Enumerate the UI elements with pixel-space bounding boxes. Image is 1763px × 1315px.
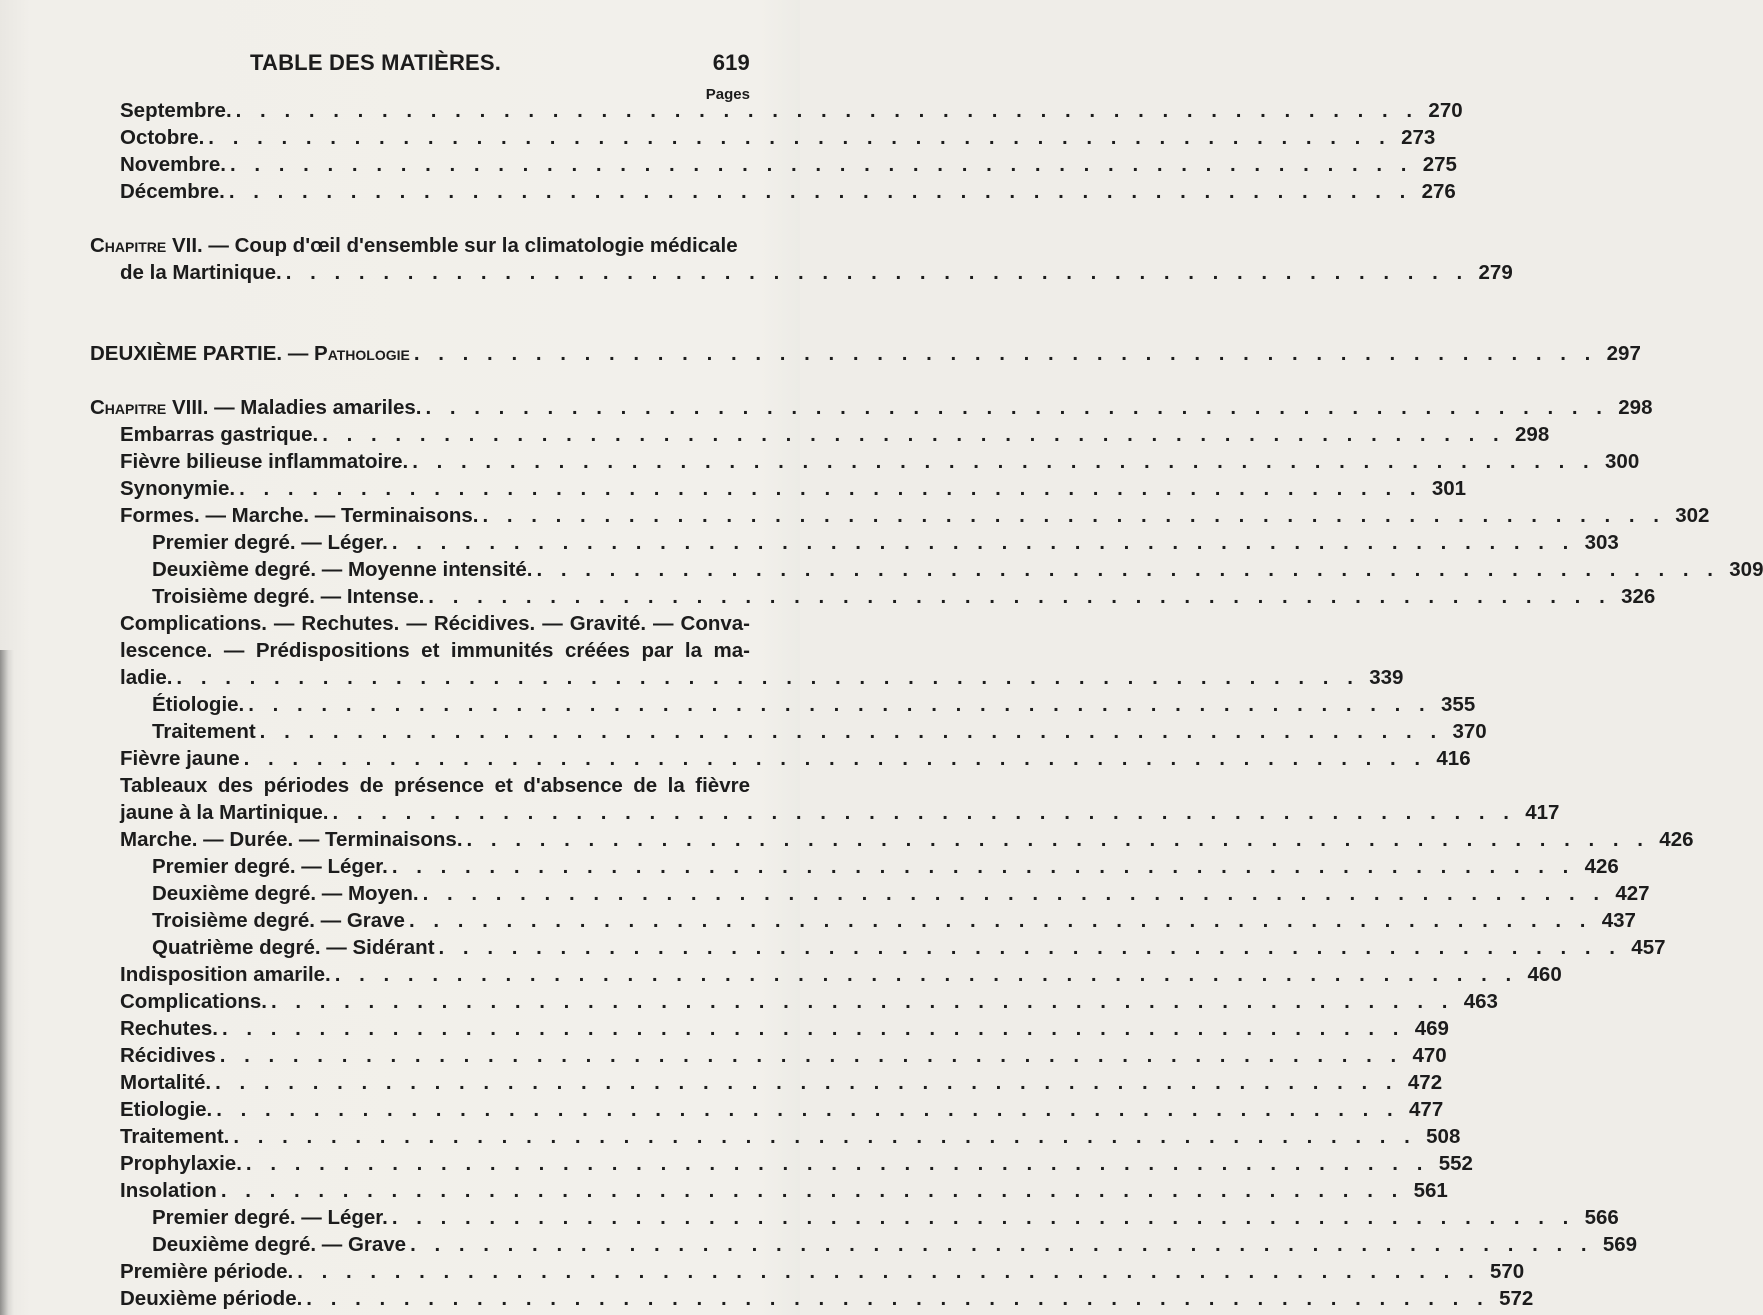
toc-entry xyxy=(120,746,1471,772)
pages-column-label: Pages xyxy=(705,86,750,103)
toc-subentry xyxy=(152,584,1656,610)
dot-leader: . . . . . . . . . . . . . . . . . . . . . . . . . . . . . . . . . . . . . . . . . . . . . . . . . xyxy=(410,1233,1594,1256)
toc-entry-page: 303 xyxy=(1584,531,1619,554)
toc-entry xyxy=(120,827,1694,853)
toc-entry-page: 302 xyxy=(1675,504,1710,527)
toc-entry-label: Synonymie. xyxy=(120,477,236,500)
toc-entry xyxy=(120,260,1513,286)
dot-leader: . . . . . . . . . . . . . . . . . . . . . . . . . . . . . . . . . . . . . . . . . . . . . . . . . xyxy=(412,450,1596,473)
toc-entry-page: 552 xyxy=(1438,1152,1473,1175)
dot-leader: . . . . . . . . . . . . . . . . . . . . . . . . . . . . . . . . . . . . . . . . . . . . . . . . . xyxy=(239,477,1423,500)
toc-entry-label: Récidives xyxy=(120,1044,216,1067)
dot-leader: . . . . . . . . . . . . . . . . . . . . . . . . . . . . . . . . . . . . . . . . . . . . . . . . . xyxy=(466,828,1650,851)
chapter-title: VII. — Coup d'œil d'ensemble sur la climatologie médicale xyxy=(166,234,738,257)
running-header xyxy=(250,50,750,80)
part-title-main: DEUXIÈME PARTIE. — xyxy=(90,342,315,365)
dot-leader: . . . . . . . . . . . . . . . . . . . . . . . . . . . . . . . . . . . . . . . . . . . . . . . . . xyxy=(235,99,1419,122)
dot-leader: . . . . . . . . . . . . . . . . . . . . . . . . . . . . . . . . . . . . . . . . . . . . . . . . . xyxy=(259,720,1443,743)
dot-leader: . . . . . . . . . . . . . . . . . . . . . . . . . . . . . . . . . . . . . . . . . . . . . . . . . xyxy=(216,1098,1400,1121)
dot-leader: . . . . . . . . . . . . . . . . . . . . . . . . . . . . . . . . . . . . . . . . . . . . . . . . . xyxy=(176,666,1360,689)
toc-entry-label: Décembre. xyxy=(120,180,225,203)
toc-entry-page: 569 xyxy=(1602,1233,1638,1256)
toc-entry xyxy=(120,179,1456,205)
toc-entry-label: Novembre. xyxy=(120,153,226,176)
toc-entry-line: lescence. — Prédispositions et immunités créées par la ma- xyxy=(120,639,750,662)
toc-entry-label: Traitement. xyxy=(120,1125,230,1148)
part-title xyxy=(90,341,410,367)
toc-entry-label: Octobre. xyxy=(120,126,205,149)
spine-shadow xyxy=(0,650,14,1315)
toc-entry-label: Rechutes. xyxy=(120,1017,218,1040)
toc-entry-page: 470 xyxy=(1412,1044,1447,1067)
toc-entry-page: 326 xyxy=(1621,585,1656,608)
toc-entry-label: Deuxième degré. — Moyenne intensité. xyxy=(152,558,533,581)
toc-entry xyxy=(120,1286,1534,1312)
toc-entry xyxy=(120,1043,1447,1069)
toc-entry-label: Marche. — Durée. — Terminaisons. xyxy=(120,828,463,851)
dot-leader: . . . . . . . . . . . . . . . . . . . . . . . . . . . . . . . . . . . . . . . . . . . . . . . . . xyxy=(428,585,1612,608)
toc-subentry xyxy=(152,908,1636,934)
dot-leader: . . . . . . . . . . . . . . . . . . . . . . . . . . . . . . . . . . . . . . . . . . . . . . . . . xyxy=(229,153,1413,176)
dot-leader: . . . . . . . . . . . . . . . . . . . . . . . . . . . . . . . . . . . . . . . . . . . . . . . . . xyxy=(208,126,1392,149)
toc-entry-page: 508 xyxy=(1426,1125,1461,1148)
toc-entry xyxy=(120,476,1467,502)
toc-entry-page: 463 xyxy=(1463,990,1498,1013)
dot-leader: . . . . . . . . . . . . . . . . . . . . . . . . . . . . . . . . . . . . . . . . . . . . . . . . . xyxy=(334,963,1518,986)
dot-leader: . . . . . . . . . . . . . . . . . . . . . . . . . . . . . . . . . . . . . . . . . . . . . . . . . xyxy=(233,1125,1417,1148)
toc-entry-label: Mortalité. xyxy=(120,1071,212,1094)
toc-entry xyxy=(120,1259,1525,1285)
toc-entry-page: 457 xyxy=(1631,936,1666,959)
toc-entry-page: 276 xyxy=(1421,180,1456,203)
toc-entry-label: Deuxième degré. — Grave xyxy=(152,1233,407,1256)
toc-entry xyxy=(120,125,1436,151)
dot-leader: . . . . . . . . . . . . . . . . . . . . . . . . . . . . . . . . . . . . . . . . . . . . . . . . . xyxy=(245,1152,1429,1175)
toc-entry xyxy=(120,503,1710,529)
toc-subentry xyxy=(152,719,1487,745)
dot-leader: . . . . . . . . . . . . . . . . . . . . . . . . . . . . . . . . . . . . . . . . . . . . . . . . . xyxy=(482,504,1666,527)
chapter-word: Chapitre xyxy=(90,396,167,419)
toc-entry-page: 426 xyxy=(1659,828,1694,851)
toc-entry-page: 273 xyxy=(1401,126,1436,149)
toc-subentry xyxy=(152,854,1619,880)
dot-leader: . . . . . . . . . . . . . . . . . . . . . . . . . . . . . . . . . . . . . . . . . . . . . . . . . xyxy=(248,693,1432,716)
toc-entry-page: 339 xyxy=(1369,666,1404,689)
dot-leader: . . . . . . . . . . . . . . . . . . . . . . . . . . . . . . . . . . . . . . . . . . . . . . . . . xyxy=(391,855,1575,878)
toc-entry xyxy=(120,962,1562,988)
toc-entry-page: 460 xyxy=(1527,963,1562,986)
toc-entry-label: jaune à la Martinique. xyxy=(120,801,329,824)
toc-entry-page: 279 xyxy=(1478,261,1513,284)
toc-subentry xyxy=(152,1205,1619,1231)
toc-entry xyxy=(120,1178,1448,1204)
dot-leader: . . . . . . . . . . . . . . . . . . . . . . . . . . . . . . . . . . . . . . . . . . . . . . . . . xyxy=(221,1017,1405,1040)
dot-leader: . . . . . . . . . . . . . . . . . . . . . . . . . . . . . . . . . . . . . . . . . . . . . . . . . xyxy=(391,1206,1575,1229)
chapter-heading xyxy=(90,395,1653,421)
dot-leader: . . . . . . . . . . . . . . . . . . . . . . . . . . . . . . . . . . . . . . . . . . . . . . . . . xyxy=(322,423,1506,446)
toc-entry-label: Septembre. xyxy=(120,99,232,122)
page-number: 619 xyxy=(712,50,750,75)
toc-entry-label: Formes. — Marche. — Terminaisons. xyxy=(120,504,479,527)
toc-entry-page: 427 xyxy=(1615,882,1650,905)
dot-leader: . . . . . . . . . . . . . . . . . . . . . . . . . . . . . . . . . . . . . . . . . . . . . . . . . xyxy=(391,531,1575,554)
toc-entry-page: 270 xyxy=(1428,99,1463,122)
toc-entry-page: 300 xyxy=(1605,450,1640,473)
toc-entry-page: 297 xyxy=(1606,342,1641,365)
toc-subentry xyxy=(152,530,1619,556)
toc-entry-label: Première période. xyxy=(120,1260,294,1283)
chapter-title-text: VIII. — Maladies amariles. xyxy=(166,396,422,419)
dot-leader: . . . . . . . . . . . . . . . . . . . . . . . . . . . . . . . . . . . . . . . . . . . . . . . . . xyxy=(413,342,1597,365)
dot-leader: . . . . . . . . . . . . . . . . . . . . . . . . . . . . . . . . . . . . . . . . . . . . . . . . . xyxy=(285,261,1469,284)
toc-entry-label: Traitement xyxy=(152,720,256,743)
toc-entry xyxy=(120,98,1463,124)
toc-entry xyxy=(120,1124,1461,1150)
toc-entry-label: Quatrième degré. — Sidérant xyxy=(152,936,435,959)
toc-entry-label: Fièvre jaune xyxy=(120,747,240,770)
toc-entry xyxy=(120,1151,1473,1177)
toc-entry-page: 298 xyxy=(1618,396,1653,419)
toc-entry-label: ladie. xyxy=(120,666,173,689)
chapter-title xyxy=(90,395,422,421)
dot-leader: . . . . . . . . . . . . . . . . . . . . . . . . . . . . . . . . . . . . . . . . . . . . . . . . . xyxy=(270,990,1454,1013)
toc-entry-line: Tableaux des périodes de présence et d'absence de la fièvre xyxy=(120,774,750,797)
toc-entry-label: Troisième degré. — Intense. xyxy=(152,585,425,608)
toc-entry-label: Complications. xyxy=(120,990,267,1013)
toc-entry-label: Etiologie. xyxy=(120,1098,213,1121)
toc-entry xyxy=(120,422,1550,448)
toc-entry-label: Deuxième degré. — Moyen. xyxy=(152,882,419,905)
toc-entry-label: Embarras gastrique. xyxy=(120,423,319,446)
toc-entry xyxy=(120,665,1404,691)
dot-leader: . . . . . . . . . . . . . . . . . . . . . . . . . . . . . . . . . . . . . . . . . . . . . . . . . xyxy=(228,180,1412,203)
toc-entry-label: Premier degré. — Léger. xyxy=(152,1206,388,1229)
toc-entry-label: Insolation xyxy=(120,1179,217,1202)
chapter-heading xyxy=(90,233,750,259)
toc-entry xyxy=(120,1016,1449,1042)
toc-entry-page: 437 xyxy=(1601,909,1636,932)
dot-leader: . . . . . . . . . . . . . . . . . . . . . . . . . . . . . . . . . . . . . . . . . . . . . . . . . xyxy=(306,1287,1490,1310)
toc-entry-label: Premier degré. — Léger. xyxy=(152,855,388,878)
dot-leader: . . . . . . . . . . . . . . . . . . . . . . . . . . . . . . . . . . . . . . . . . . . . . . . . . xyxy=(297,1260,1481,1283)
dot-leader: . . . . . . . . . . . . . . . . . . . . . . . . . . . . . . . . . . . . . . . . . . . . . . . . . xyxy=(408,909,1592,932)
toc-entry-label: Fièvre bilieuse inflammatoire. xyxy=(120,450,409,473)
dot-leader: . . . . . . . . . . . . . . . . . . . . . . . . . . . . . . . . . . . . . . . . . . . . . . . . . xyxy=(215,1071,1399,1094)
dot-leader: . . . . . . . . . . . . . . . . . . . . . . . . . . . . . . . . . . . . . . . . . . . . . . . . . xyxy=(332,801,1516,824)
toc-entry xyxy=(120,1097,1444,1123)
toc-entry-page: 472 xyxy=(1407,1071,1443,1094)
toc-entry-page: 566 xyxy=(1584,1206,1619,1229)
toc-entry-label: de la Martinique. xyxy=(120,261,282,284)
dot-leader: . . . . . . . . . . . . . . . . . . . . . . . . . . . . . . . . . . . . . . . . . . . . . . . . . xyxy=(422,882,1606,905)
toc-entry-page: 301 xyxy=(1431,477,1467,500)
toc-entry-page: 275 xyxy=(1422,153,1457,176)
toc-entry-page: 469 xyxy=(1414,1017,1449,1040)
toc-entry-page: 416 xyxy=(1436,747,1471,770)
toc-entry xyxy=(120,989,1498,1015)
toc-entry-label: Premier degré. — Léger. xyxy=(152,531,388,554)
toc-entry xyxy=(120,800,1560,826)
toc-entry-label: Indisposition amarile. xyxy=(120,963,331,986)
toc-subentry xyxy=(152,881,1650,907)
toc-subentry xyxy=(152,935,1666,961)
toc-entry xyxy=(120,1070,1443,1096)
dot-leader: . . . . . . . . . . . . . . . . . . . . . . . . . . . . . . . . . . . . . . . . . . . . . . . . . xyxy=(243,747,1427,770)
toc-entry-page: 370 xyxy=(1452,720,1487,743)
toc-entry xyxy=(120,152,1457,178)
toc-entry-page: 417 xyxy=(1525,801,1560,824)
toc-subentry xyxy=(152,1232,1638,1258)
toc-entry-label: Étiologie. xyxy=(152,693,245,716)
toc-entry-page: 309 xyxy=(1729,558,1763,581)
toc-entry-page: 426 xyxy=(1584,855,1619,878)
part-title-subject: Pathologie xyxy=(314,342,410,365)
toc-entry-line: Complications. — Rechutes. — Récidives. — Gravité. — Conva- xyxy=(120,612,750,635)
toc-entry-page: 477 xyxy=(1409,1098,1444,1121)
dot-leader: . . . . . . . . . . . . . . . . . . . . . . . . . . . . . . . . . . . . . . . . . . . . . . . . . xyxy=(219,1044,1403,1067)
running-title: TABLE DES MATIÈRES. xyxy=(250,50,502,75)
toc-entry-page: 570 xyxy=(1489,1260,1525,1283)
toc-entry-label: Deuxième période. xyxy=(120,1287,303,1310)
toc-entry-page: 298 xyxy=(1515,423,1550,446)
toc-entry-page: 561 xyxy=(1413,1179,1448,1202)
part-heading xyxy=(90,341,1641,367)
dot-leader: . . . . . . . . . . . . . . . . . . . . . . . . . . . . . . . . . . . . . . . . . . . . . . . . . xyxy=(438,936,1622,959)
chapter-word: Chapitre xyxy=(90,234,167,257)
toc-entry-label: Troisième degré. — Grave xyxy=(152,909,405,932)
toc-subentry xyxy=(152,692,1476,718)
dot-leader: . . . . . . . . . . . . . . . . . . . . . . . . . . . . . . . . . . . . . . . . . . . . . . . . . xyxy=(536,558,1720,581)
toc-entry-page: 355 xyxy=(1441,693,1476,716)
dot-leader: . . . . . . . . . . . . . . . . . . . . . . . . . . . . . . . . . . . . . . . . . . . . . . . . . xyxy=(425,396,1609,419)
dot-leader: . . . . . . . . . . . . . . . . . . . . . . . . . . . . . . . . . . . . . . . . . . . . . . . . . xyxy=(220,1179,1404,1202)
toc-entry-page: 572 xyxy=(1499,1287,1534,1310)
toc-entry-label: Prophylaxie. xyxy=(120,1152,242,1175)
toc-subentry xyxy=(152,557,1763,583)
toc-entry xyxy=(120,449,1640,475)
